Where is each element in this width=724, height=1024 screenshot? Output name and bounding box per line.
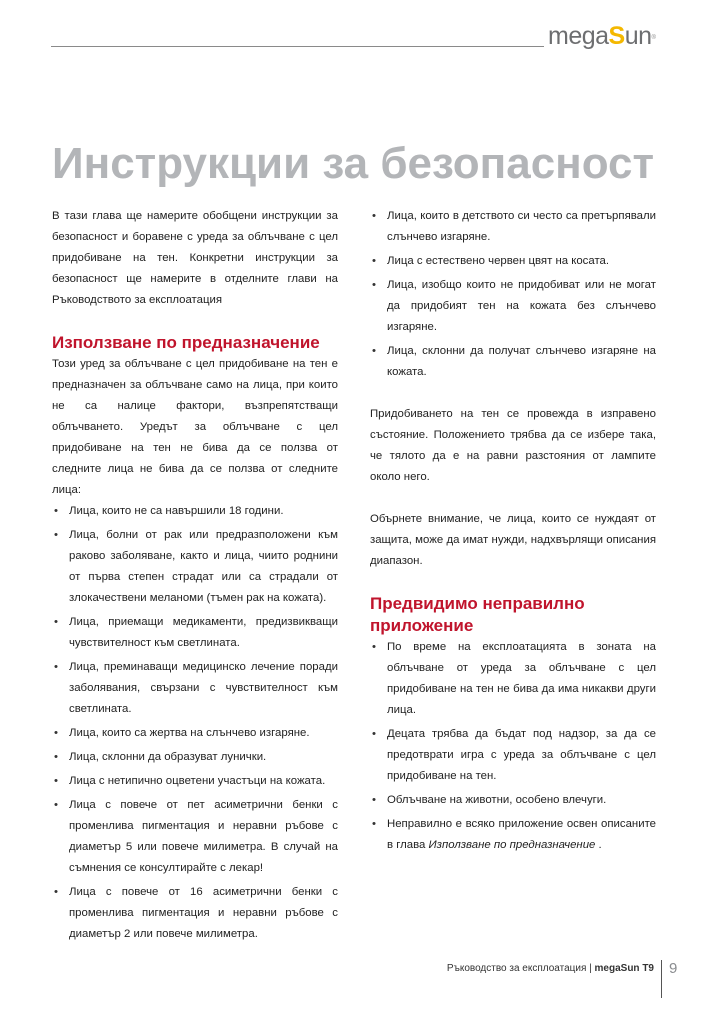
page-title: Инструкции за безопасност (52, 139, 655, 189)
list-item: • Облъчване на животни, особено влечуги. (370, 790, 656, 811)
header-rule (51, 46, 544, 47)
list-item: • Лица, преминаващи медицинско лечение поради заболявания, свързани с чувствителност към светлината. (52, 657, 338, 720)
list-item: • Лица с нетипично оцветени участъци на кожата. (52, 771, 338, 792)
logo-text-suffix: un (624, 22, 652, 50)
list-item: • Лица, които в детството си често са претърпявали слънчево изгаряне. (370, 206, 656, 248)
intended-use-paragraph: Този уред за облъчване с цел придобиване на тен е предназначен за облъчване само на лица, при които не са налице фактори, възпрепятстващи облъчването. Уредът за облъчване с цел придобиване на тен не бива да се ползва от следните лица не бива да се ползва от следните лица: (52, 358, 338, 496)
intro-paragraph: В тази глава ще намерите обобщени инструкции за безопасност и боравене с уреда за облъчване с цел придобиване на тен. Конкретни инструкции за безопасност ще намерите в отделните глави на Ръководството за експлоатация (52, 210, 338, 306)
protection-notice-paragraph: Обърнете внимание, че лица, които се нуждаят от защита, може да имат нужди, надхвърлящи описания диапазон. (370, 513, 656, 567)
registered-mark: ® (651, 35, 656, 41)
list-item-text: Неправилно е всяко приложение освен описаните в глава (387, 818, 656, 851)
list-item: • Децата трябва да бъдат под надзор, за да се предотврати игра с уреда за облъчване с цел придобиване на тен. (370, 724, 656, 787)
list-item: • Лица, които са жертва на слънчево изгаряне. (52, 723, 338, 744)
list-item (370, 814, 656, 856)
section-heading-intended-use: Използване по предназначение (52, 333, 320, 352)
list-item: • Лица с естествено червен цвят на косата. (370, 251, 656, 272)
list-item: • Лица, приемащи медикаменти, предизвикващи чувствителност към светлината. (52, 612, 338, 654)
left-column (52, 206, 338, 948)
list-item: • Лица с повече от пет асиметрични бенки с променлива пигментация и неравни ръбове с диаметър 5 или повече милиметра. В случай на съмнения се консултирайте с лекар! (52, 795, 338, 879)
tanning-position-paragraph: Придобиването на тен се провежда в изправено състояние. Положението трябва да се избере така, че тялото да е на равни разстояния от лампите около него. (370, 408, 656, 483)
logo-text-prefix: mega (548, 22, 609, 50)
page-number: 9 (669, 960, 678, 977)
footer-text (447, 963, 654, 974)
section-heading-foreseeable-misuse: Предвидимо неправилно приложение (370, 594, 585, 635)
misuse-list (370, 637, 656, 856)
list-item-suffix: . (595, 839, 602, 851)
footer-divider (661, 960, 662, 998)
list-item: • Лица, болни от рак или предразположени към раково заболяване, както и лица, чиито роднини от първа степен страдат или са страдали от злокачествени меланоми (тъмен рак на кожата). (52, 525, 338, 609)
list-item: • Лица, които не са навършили 18 години. (52, 501, 338, 522)
megasun-logo (548, 21, 655, 51)
exclusion-list-continued (370, 206, 656, 383)
list-item: • Лица, склонни да образуват лунички. (52, 747, 338, 768)
list-item: • Лица, изобщо които не придобиват или не могат да придобият тен на кожата без слънчево изгаряне. (370, 275, 656, 338)
list-item: • Лица с повече от 16 асиметрични бенки с променлива пигментация и неравни ръбове с диаметър 2 или повече милиметра. (52, 882, 338, 945)
list-item: • Лица, склонни да получат слънчево изгаряне на кожата. (370, 341, 656, 383)
footer-manual-label: Ръководство за експлоатация | (446, 963, 595, 974)
footer-product-name: megaSun T9 (594, 963, 654, 974)
chapter-reference-link[interactable]: Използване по предназначение (428, 839, 596, 851)
logo-sun-letter: S (608, 22, 625, 50)
list-item: • По време на експлоатацията в зоната на облъчване от уреда за облъчване с цел придобиване на тен не бива да има никакви други лица. (370, 637, 656, 721)
intended-use-exclusion-list (52, 501, 338, 945)
right-column (370, 206, 656, 859)
